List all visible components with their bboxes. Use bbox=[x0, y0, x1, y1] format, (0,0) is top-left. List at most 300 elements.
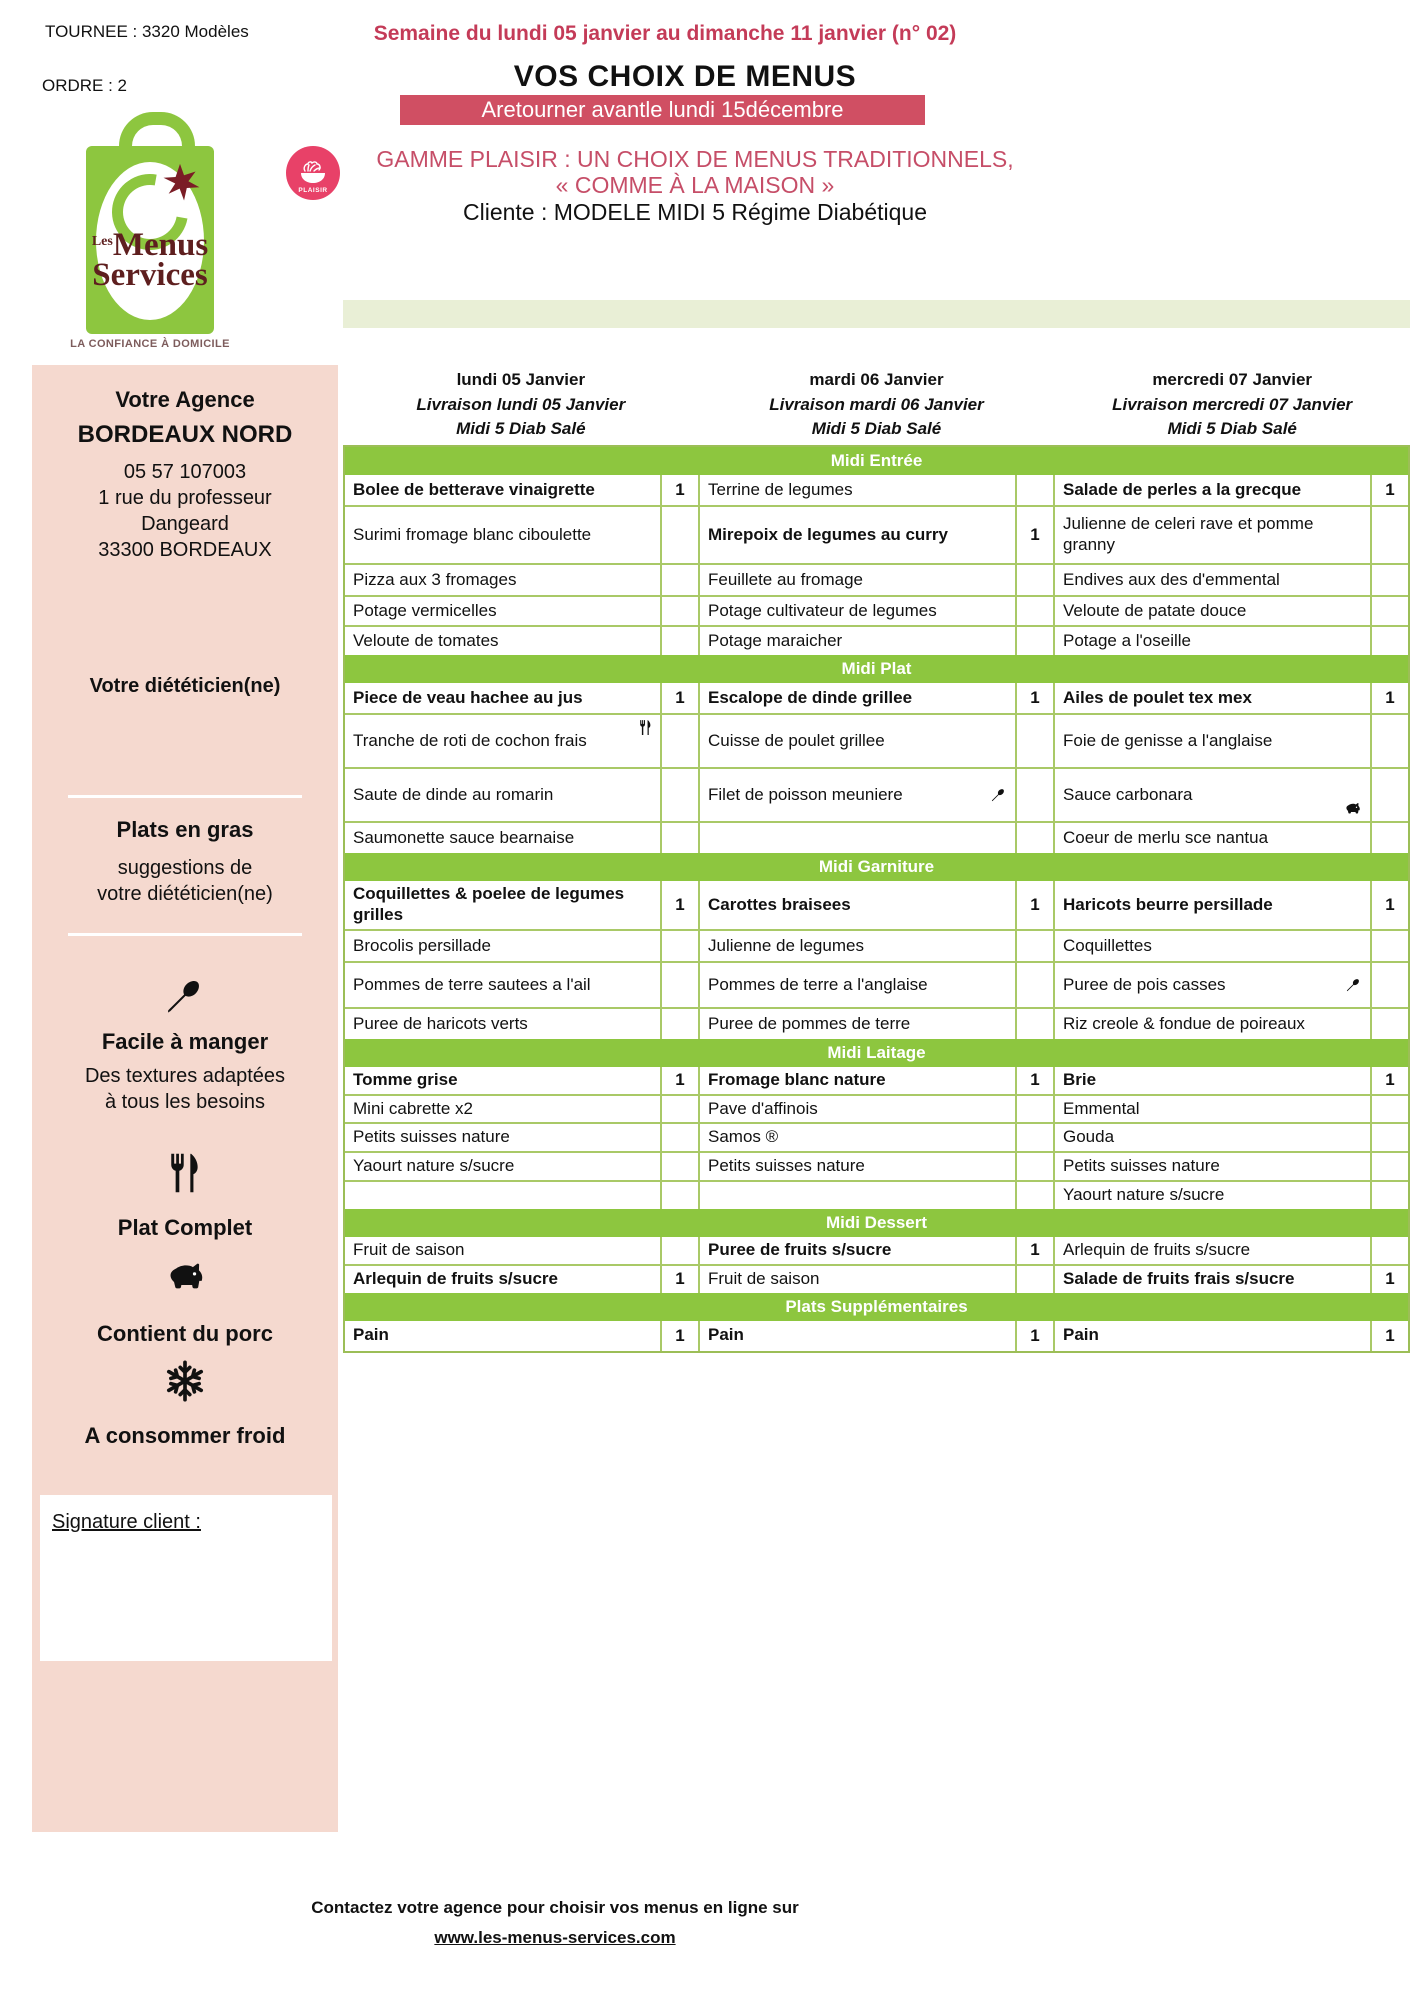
bag-body bbox=[86, 146, 214, 334]
qty-cell bbox=[1015, 1096, 1053, 1123]
dish-label: Arlequin de fruits s/sucre bbox=[1063, 1239, 1251, 1259]
day-cell bbox=[345, 769, 698, 821]
menu-row bbox=[345, 505, 1408, 563]
dish-label: Pave d'affinois bbox=[708, 1098, 818, 1118]
dish-cell bbox=[700, 627, 1015, 655]
day-cell bbox=[345, 565, 698, 595]
day-menu-type: Midi 5 Diab Salé bbox=[456, 419, 586, 439]
plaisir-badge bbox=[286, 146, 340, 200]
brand-les: Les bbox=[91, 234, 113, 249]
dish-cell bbox=[345, 1182, 660, 1209]
ordre-label: ORDRE : 2 bbox=[42, 76, 128, 95]
day-cell bbox=[698, 823, 1053, 853]
day-cell bbox=[1053, 715, 1408, 767]
dish-label: Mirepoix de legumes au curry bbox=[708, 524, 948, 544]
qty-cell bbox=[1015, 715, 1053, 767]
day-cell bbox=[345, 931, 698, 961]
day-cell bbox=[1053, 475, 1408, 505]
day-name: mardi 06 Janvier bbox=[809, 370, 944, 389]
day-cell bbox=[1053, 597, 1408, 625]
legend-pork-title: Contient du porc bbox=[97, 1321, 273, 1346]
menu-section bbox=[345, 655, 1408, 853]
day-cell bbox=[1053, 769, 1408, 821]
dish-cell bbox=[1055, 1321, 1370, 1351]
day-cell bbox=[1053, 1182, 1408, 1209]
day-cell bbox=[1053, 1067, 1408, 1094]
dish-label: Yaourt nature s/sucre bbox=[353, 1156, 515, 1176]
day-cell bbox=[698, 507, 1053, 563]
brand-tagline: LA CONFIANCE À DOMICILE bbox=[70, 338, 230, 350]
dish-label: Coquillettes bbox=[1063, 935, 1152, 955]
legend-bold-sub-1: suggestions de bbox=[117, 857, 253, 879]
section-title: Midi Entrée bbox=[345, 447, 1408, 475]
dish-label: Coquillettes & poelee de legumes grilles bbox=[353, 884, 625, 924]
dish-cell bbox=[700, 1067, 1015, 1094]
day-cell bbox=[698, 1009, 1053, 1039]
dish-cell bbox=[1055, 823, 1370, 853]
dish-label: Tomme grise bbox=[353, 1070, 458, 1089]
qty-cell: 1 bbox=[660, 1266, 698, 1293]
qty-cell bbox=[1370, 597, 1408, 625]
dish-label: Brie bbox=[1063, 1070, 1097, 1089]
qty-cell bbox=[1015, 597, 1053, 625]
qty-cell bbox=[1015, 1182, 1053, 1209]
section-title: Midi Plat bbox=[345, 655, 1408, 683]
qty-cell bbox=[660, 597, 698, 625]
qty-cell bbox=[1015, 931, 1053, 961]
menu-row bbox=[345, 1321, 1408, 1351]
qty-cell bbox=[1370, 769, 1408, 821]
dish-cell bbox=[1055, 1124, 1370, 1151]
dish-label: Ailes de poulet tex mex bbox=[1063, 687, 1252, 707]
day-cell bbox=[698, 565, 1053, 595]
qty-cell bbox=[1015, 963, 1053, 1007]
return-banner: Aretourner avantle lundi 15décembre bbox=[400, 95, 925, 125]
star-icon bbox=[158, 162, 202, 206]
dish-label: Saumonette sauce bearnaise bbox=[353, 827, 575, 847]
dish-cell bbox=[700, 931, 1015, 961]
dish-cell bbox=[1055, 597, 1370, 625]
day-cell bbox=[345, 507, 698, 563]
dish-label: Bolee de betterave vinaigrette bbox=[353, 479, 595, 499]
footer-line-1: Contactez votre agence pour choisir vos menus en ligne sur bbox=[311, 1898, 799, 1917]
menu-table bbox=[343, 445, 1410, 1353]
divider bbox=[68, 795, 302, 798]
qty-cell bbox=[1015, 823, 1053, 853]
day-cell bbox=[1053, 1266, 1408, 1293]
dietitian-label: Votre diététicien(ne) bbox=[89, 675, 281, 697]
menu-row bbox=[345, 595, 1408, 625]
menu-row bbox=[345, 563, 1408, 595]
qty-cell: 1 bbox=[1015, 1067, 1053, 1094]
qty-cell: 1 bbox=[660, 475, 698, 505]
dish-label: Pizza aux 3 fromages bbox=[353, 569, 517, 589]
menu-row bbox=[345, 475, 1408, 505]
qty-cell bbox=[1370, 931, 1408, 961]
agency-name: BORDEAUX NORD bbox=[77, 421, 293, 448]
dish-label: Foie de genisse a l'anglaise bbox=[1063, 730, 1273, 750]
qty-cell bbox=[660, 1237, 698, 1264]
qty-cell bbox=[1015, 565, 1053, 595]
legend-easy-title: Facile à manger bbox=[101, 1029, 269, 1054]
dish-label: Cuisse de poulet grillee bbox=[708, 730, 885, 750]
dish-cell bbox=[700, 715, 1015, 767]
pig-icon bbox=[1343, 801, 1362, 818]
dish-label: Julienne de celeri rave et pomme granny bbox=[1063, 514, 1314, 554]
fork-knife-icon bbox=[32, 1151, 338, 1195]
qty-cell: 1 bbox=[1015, 1321, 1053, 1351]
dish-cell bbox=[1055, 627, 1370, 655]
dish-cell bbox=[700, 565, 1015, 595]
dish-label: Puree de haricots verts bbox=[353, 1013, 528, 1033]
dish-label: Pommes de terre a l'anglaise bbox=[708, 974, 928, 994]
qty-cell bbox=[1370, 715, 1408, 767]
day-cell bbox=[345, 715, 698, 767]
dish-label: Fruit de saison bbox=[353, 1239, 465, 1259]
qty-cell bbox=[660, 627, 698, 655]
dish-label: Yaourt nature s/sucre bbox=[1063, 1184, 1225, 1204]
day-cell bbox=[1053, 963, 1408, 1007]
qty-cell bbox=[1015, 475, 1053, 505]
qty-cell bbox=[660, 931, 698, 961]
day-cell bbox=[698, 1096, 1053, 1123]
dish-label: Carottes braisees bbox=[708, 894, 851, 914]
qty-cell: 1 bbox=[1015, 507, 1053, 563]
agency-phone: 05 57 107003 bbox=[123, 461, 247, 483]
dish-label: Puree de fruits s/sucre bbox=[708, 1239, 892, 1259]
dish-cell bbox=[700, 963, 1015, 1007]
section-title: Plats Supplémentaires bbox=[345, 1293, 1408, 1321]
dish-cell bbox=[1055, 1096, 1370, 1123]
menu-row bbox=[345, 1122, 1408, 1151]
day-delivery: Livraison lundi 05 Janvier bbox=[416, 394, 626, 414]
menu-row bbox=[345, 625, 1408, 655]
menu-row bbox=[345, 1180, 1408, 1209]
dish-label: Veloute de tomates bbox=[353, 630, 499, 650]
day-header-lundi bbox=[343, 368, 699, 442]
qty-cell: 1 bbox=[660, 1067, 698, 1094]
day-cell bbox=[1053, 1321, 1408, 1351]
qty-cell bbox=[1015, 769, 1053, 821]
menu-row bbox=[345, 961, 1408, 1007]
dish-cell bbox=[1055, 475, 1370, 505]
tournee-label: TOURNEE : 3320 Modèles bbox=[45, 22, 249, 41]
dish-cell bbox=[1055, 769, 1370, 821]
dish-label: Pain bbox=[1063, 1325, 1099, 1345]
dish-label: Potage vermicelles bbox=[353, 600, 497, 620]
dish-cell bbox=[345, 1321, 660, 1351]
brand-wordmark bbox=[80, 227, 220, 294]
dish-label: Petits suisses nature bbox=[708, 1156, 865, 1176]
signature-label: Signature client : bbox=[52, 1511, 201, 1533]
day-menu-type: Midi 5 Diab Salé bbox=[1167, 419, 1297, 439]
section-title: Midi Garniture bbox=[345, 853, 1408, 881]
dish-cell bbox=[345, 627, 660, 655]
day-cell bbox=[345, 1321, 698, 1351]
footer-website-link: www.les-menus-services.com bbox=[434, 1928, 676, 1947]
day-delivery: Livraison mardi 06 Janvier bbox=[769, 394, 984, 414]
dish-label: Haricots beurre persillade bbox=[1063, 894, 1273, 914]
agency-address-3: 33300 BORDEAUX bbox=[98, 539, 272, 561]
legend-bold-title: Plats en gras bbox=[116, 817, 254, 842]
qty-cell bbox=[1370, 627, 1408, 655]
dish-label: Petits suisses nature bbox=[1063, 1156, 1220, 1176]
dish-cell bbox=[345, 963, 660, 1007]
day-cell bbox=[345, 1266, 698, 1293]
dish-label: Pain bbox=[353, 1325, 389, 1345]
day-cell bbox=[698, 963, 1053, 1007]
signature-box bbox=[40, 1495, 332, 1661]
menu-row bbox=[345, 1007, 1408, 1039]
dish-cell bbox=[345, 1153, 660, 1180]
dish-label: Riz creole & fondue de poireaux bbox=[1063, 1013, 1305, 1033]
day-cell bbox=[698, 1182, 1053, 1209]
dish-cell bbox=[700, 1182, 1015, 1209]
day-cell bbox=[345, 881, 698, 929]
dish-cell bbox=[345, 1009, 660, 1039]
dish-label: Filet de poisson meuniere bbox=[708, 784, 903, 804]
day-cell bbox=[345, 823, 698, 853]
qty-cell bbox=[1370, 823, 1408, 853]
section-title: Midi Laitage bbox=[345, 1039, 1408, 1067]
dish-cell bbox=[700, 1266, 1015, 1293]
dish-label: Potage maraicher bbox=[708, 630, 843, 650]
qty-cell: 1 bbox=[1015, 1237, 1053, 1264]
dish-label: Potage cultivateur de legumes bbox=[708, 600, 937, 620]
sidebar bbox=[32, 365, 338, 1832]
day-cell bbox=[698, 597, 1053, 625]
dish-label: Fruit de saison bbox=[708, 1268, 820, 1288]
day-cell bbox=[698, 683, 1053, 713]
qty-cell: 1 bbox=[660, 1321, 698, 1351]
dish-label: Puree de pommes de terre bbox=[708, 1013, 911, 1033]
dish-label: Piece de veau hachee au jus bbox=[353, 687, 583, 707]
dish-cell bbox=[345, 1096, 660, 1123]
qty-cell bbox=[1015, 627, 1053, 655]
qty-cell bbox=[1370, 963, 1408, 1007]
day-cell bbox=[698, 475, 1053, 505]
qty-cell: 1 bbox=[1370, 1067, 1408, 1094]
section-title: Midi Dessert bbox=[345, 1209, 1408, 1237]
day-cell bbox=[1053, 881, 1408, 929]
gamme-line-2: « COMME À LA MAISON » bbox=[555, 172, 835, 198]
menu-row bbox=[345, 1264, 1408, 1293]
day-cell bbox=[1053, 1009, 1408, 1039]
day-cell bbox=[1053, 565, 1408, 595]
qty-cell: 1 bbox=[660, 881, 698, 929]
day-cell bbox=[1053, 627, 1408, 655]
qty-cell: 1 bbox=[1370, 475, 1408, 505]
qty-cell: 1 bbox=[1370, 683, 1408, 713]
day-cell bbox=[698, 1124, 1053, 1151]
day-header-mardi bbox=[699, 368, 1055, 442]
qty-cell: 1 bbox=[1370, 1321, 1408, 1351]
footer bbox=[150, 1898, 960, 1948]
day-cell bbox=[698, 1321, 1053, 1351]
pig-icon bbox=[32, 1257, 338, 1301]
dish-cell bbox=[345, 683, 660, 713]
qty-cell: 1 bbox=[1370, 881, 1408, 929]
qty-cell bbox=[1015, 1009, 1053, 1039]
dish-cell bbox=[700, 597, 1015, 625]
dish-label: Feuillete au fromage bbox=[708, 569, 863, 589]
day-cell bbox=[345, 1182, 698, 1209]
qty-cell: 1 bbox=[1370, 1266, 1408, 1293]
qty-cell bbox=[660, 1124, 698, 1151]
agency-address-2: Dangeard bbox=[141, 513, 229, 535]
day-cell bbox=[1053, 1153, 1408, 1180]
gamme-line-1: GAMME PLAISIR : UN CHOIX DE MENUS TRADITIONNELS, bbox=[376, 146, 1014, 172]
brand-logo bbox=[86, 112, 214, 334]
dish-cell bbox=[345, 823, 660, 853]
dish-cell bbox=[1055, 1067, 1370, 1094]
qty-cell: 1 bbox=[1015, 881, 1053, 929]
dish-cell bbox=[345, 715, 660, 767]
day-cell bbox=[345, 1124, 698, 1151]
plaisir-badge-label: PLAISIR bbox=[298, 187, 328, 194]
day-delivery: Livraison mercredi 07 Janvier bbox=[1112, 394, 1353, 414]
dish-cell bbox=[1055, 931, 1370, 961]
dish-cell bbox=[700, 823, 1015, 853]
qty-cell bbox=[1370, 1124, 1408, 1151]
menu-row bbox=[345, 1237, 1408, 1264]
dish-label: Brocolis persillade bbox=[353, 935, 491, 955]
dish-label: Veloute de patate douce bbox=[1063, 600, 1247, 620]
dish-cell bbox=[700, 1009, 1015, 1039]
dish-cell bbox=[1055, 1182, 1370, 1209]
qty-cell bbox=[660, 823, 698, 853]
dish-label: Julienne de legumes bbox=[708, 935, 864, 955]
day-cell bbox=[345, 1153, 698, 1180]
menu-row bbox=[345, 767, 1408, 821]
menu-row bbox=[345, 683, 1408, 713]
menu-section bbox=[345, 1209, 1408, 1293]
dish-label: Samos ® bbox=[708, 1127, 779, 1147]
day-headers bbox=[343, 368, 1410, 442]
client-line: Cliente : MODELE MIDI 5 Régime Diabétique bbox=[462, 199, 928, 225]
day-cell bbox=[698, 1237, 1053, 1264]
day-cell bbox=[345, 627, 698, 655]
dish-label: Coeur de merlu sce nantua bbox=[1063, 827, 1269, 847]
dish-label: Surimi fromage blanc ciboulette bbox=[353, 524, 592, 544]
day-cell bbox=[1053, 1237, 1408, 1264]
dish-cell bbox=[700, 769, 1015, 821]
qty-cell: 1 bbox=[1015, 683, 1053, 713]
menu-row bbox=[345, 821, 1408, 853]
dish-cell bbox=[1055, 507, 1370, 563]
dish-cell bbox=[345, 597, 660, 625]
menu-section bbox=[345, 447, 1408, 655]
dish-cell bbox=[1055, 683, 1370, 713]
qty-cell: 1 bbox=[660, 683, 698, 713]
day-cell bbox=[698, 881, 1053, 929]
spoon-icon bbox=[32, 973, 338, 1017]
dish-cell bbox=[700, 683, 1015, 713]
spoon-icon bbox=[990, 786, 1007, 803]
dish-cell bbox=[345, 565, 660, 595]
dish-cell bbox=[345, 1266, 660, 1293]
dish-label: Arlequin de fruits s/sucre bbox=[353, 1268, 558, 1288]
dish-label: Terrine de legumes bbox=[708, 479, 853, 499]
day-cell bbox=[345, 1067, 698, 1094]
dish-cell bbox=[700, 881, 1015, 929]
salad-bowl-icon bbox=[296, 159, 330, 189]
dish-cell bbox=[1055, 1266, 1370, 1293]
dish-cell bbox=[1055, 1153, 1370, 1180]
dish-label: Mini cabrette x2 bbox=[353, 1098, 473, 1118]
day-cell bbox=[698, 627, 1053, 655]
dish-cell bbox=[1055, 1009, 1370, 1039]
dish-cell bbox=[1055, 1237, 1370, 1264]
legend-complete-title: Plat Complet bbox=[117, 1215, 253, 1240]
dish-label: Potage a l'oseille bbox=[1063, 630, 1191, 650]
dish-label: Sauce carbonara bbox=[1063, 784, 1193, 804]
divider bbox=[68, 933, 302, 936]
snowflake-icon bbox=[32, 1359, 338, 1403]
qty-cell bbox=[1015, 1266, 1053, 1293]
day-cell bbox=[698, 1266, 1053, 1293]
dish-label: Escalope de dinde grillee bbox=[708, 687, 913, 707]
dish-cell bbox=[345, 1067, 660, 1094]
qty-cell bbox=[660, 507, 698, 563]
day-cell bbox=[1053, 507, 1408, 563]
qty-cell bbox=[1015, 1124, 1053, 1151]
dish-label: Salade de fruits frais s/sucre bbox=[1063, 1268, 1295, 1288]
day-cell bbox=[1053, 1124, 1408, 1151]
qty-cell bbox=[660, 963, 698, 1007]
dish-cell bbox=[345, 1124, 660, 1151]
dish-label: Pain bbox=[708, 1325, 744, 1345]
dish-cell bbox=[345, 1237, 660, 1264]
dish-cell bbox=[700, 475, 1015, 505]
dish-cell bbox=[345, 881, 660, 929]
page-title: VOS CHOIX DE MENUS bbox=[513, 60, 857, 93]
qty-cell bbox=[660, 1153, 698, 1180]
dish-cell bbox=[345, 507, 660, 563]
menu-section bbox=[345, 1039, 1408, 1209]
day-cell bbox=[345, 475, 698, 505]
week-title: Semaine du lundi 05 janvier au dimanche 11 janvier (n° 02) bbox=[373, 22, 957, 45]
day-cell bbox=[698, 1067, 1053, 1094]
menu-section bbox=[345, 1293, 1408, 1351]
day-cell bbox=[345, 963, 698, 1007]
qty-cell bbox=[1370, 1096, 1408, 1123]
dish-cell bbox=[345, 769, 660, 821]
pale-green-band bbox=[343, 300, 1410, 328]
dish-label: Petits suisses nature bbox=[353, 1127, 510, 1147]
day-cell bbox=[698, 1153, 1053, 1180]
day-cell bbox=[698, 769, 1053, 821]
dish-label: Puree de pois casses bbox=[1063, 974, 1226, 994]
dish-cell bbox=[700, 1124, 1015, 1151]
dish-label: Gouda bbox=[1063, 1127, 1115, 1147]
qty-cell bbox=[1370, 565, 1408, 595]
brand-menus: Menus bbox=[112, 227, 209, 263]
menu-row bbox=[345, 713, 1408, 767]
day-cell bbox=[698, 715, 1053, 767]
spoon-icon bbox=[1345, 976, 1362, 993]
dish-label: Tranche de roti de cochon frais bbox=[353, 730, 587, 750]
dish-cell bbox=[345, 475, 660, 505]
dish-label: Saute de dinde au romarin bbox=[353, 784, 554, 804]
qty-cell bbox=[660, 1182, 698, 1209]
dish-label: Fromage blanc nature bbox=[708, 1070, 886, 1089]
day-cell bbox=[1053, 931, 1408, 961]
dish-cell bbox=[1055, 881, 1370, 929]
dish-label: Emmental bbox=[1063, 1098, 1140, 1118]
menu-row bbox=[345, 1151, 1408, 1180]
dish-cell bbox=[1055, 565, 1370, 595]
